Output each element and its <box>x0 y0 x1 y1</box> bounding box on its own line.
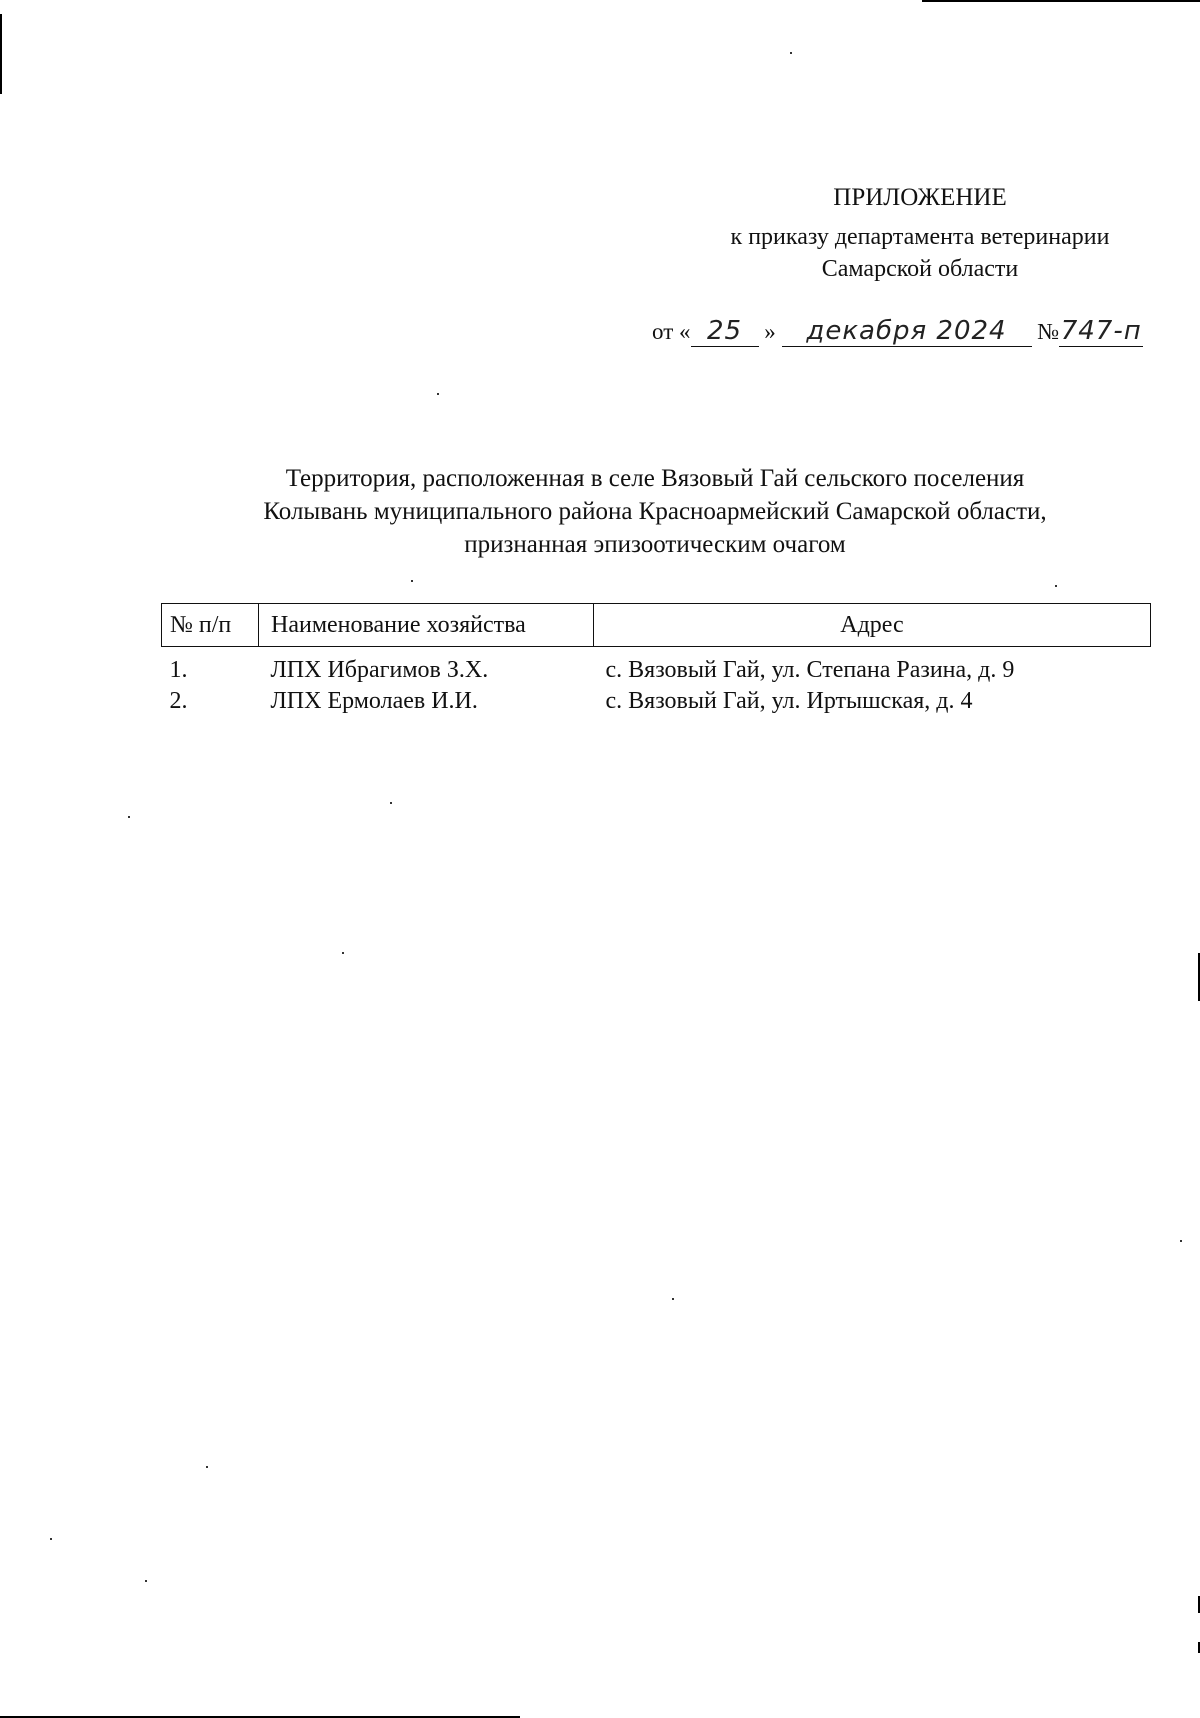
handwritten-day: 25 <box>691 316 759 347</box>
title-line-2: Колывань муниципального района Красноармейский Самарской области, <box>263 498 1047 525</box>
farms-table <box>161 603 1151 717</box>
row-number: 1. <box>169 657 188 683</box>
scan-speck <box>206 1466 208 1468</box>
annex-order-reference: к приказу департамента ветеринарии <box>730 224 1110 250</box>
title-line-3: признанная эпизоотическим очагом <box>464 531 846 558</box>
column-header-farm-name: Наименование хозяйства <box>259 604 594 647</box>
number-sign: № <box>1037 319 1060 344</box>
handwritten-order-number: 747-п <box>1060 316 1142 346</box>
farm-name: ЛПХ Ермолаев И.И. <box>270 688 478 714</box>
table-row <box>162 686 1151 717</box>
scan-speck <box>411 580 413 582</box>
annex-title: ПРИЛОЖЕНИЕ <box>833 184 1007 211</box>
table-header-row <box>162 604 1151 647</box>
scan-speck <box>342 952 344 954</box>
annex-region: Самарской области <box>821 256 1019 282</box>
order-date-line <box>652 316 1143 347</box>
scan-speck <box>437 393 439 395</box>
farm-address: с. Вязовый Гай, ул. Иртышская, д. 4 <box>605 688 973 714</box>
scan-speck <box>1180 1240 1182 1242</box>
scan-speck <box>145 1580 147 1582</box>
scan-speck <box>50 1538 52 1540</box>
scan-speck <box>1055 585 1057 587</box>
handwritten-month-year: декабря 2024 <box>782 316 1032 347</box>
document-title <box>180 462 1130 561</box>
table-row <box>162 647 1151 687</box>
annex-header <box>640 0 1200 300</box>
farm-name: ЛПХ Ибрагимов З.Х. <box>270 657 489 683</box>
column-header-address: Адрес <box>594 604 1151 647</box>
date-prefix: от « <box>652 319 691 344</box>
column-header-number: № п/п <box>162 604 259 647</box>
date-quote-close: » <box>764 319 776 344</box>
scan-edge-left <box>0 14 2 94</box>
scan-speck <box>390 802 392 804</box>
row-number: 2. <box>169 688 188 714</box>
title-line-1: Территория, расположенная в селе Вязовый Гай сельского поселения <box>285 465 1025 492</box>
farm-address: с. Вязовый Гай, ул. Степана Разина, д. 9 <box>605 657 1015 683</box>
scan-speck <box>128 816 130 818</box>
scan-speck <box>672 1298 674 1300</box>
